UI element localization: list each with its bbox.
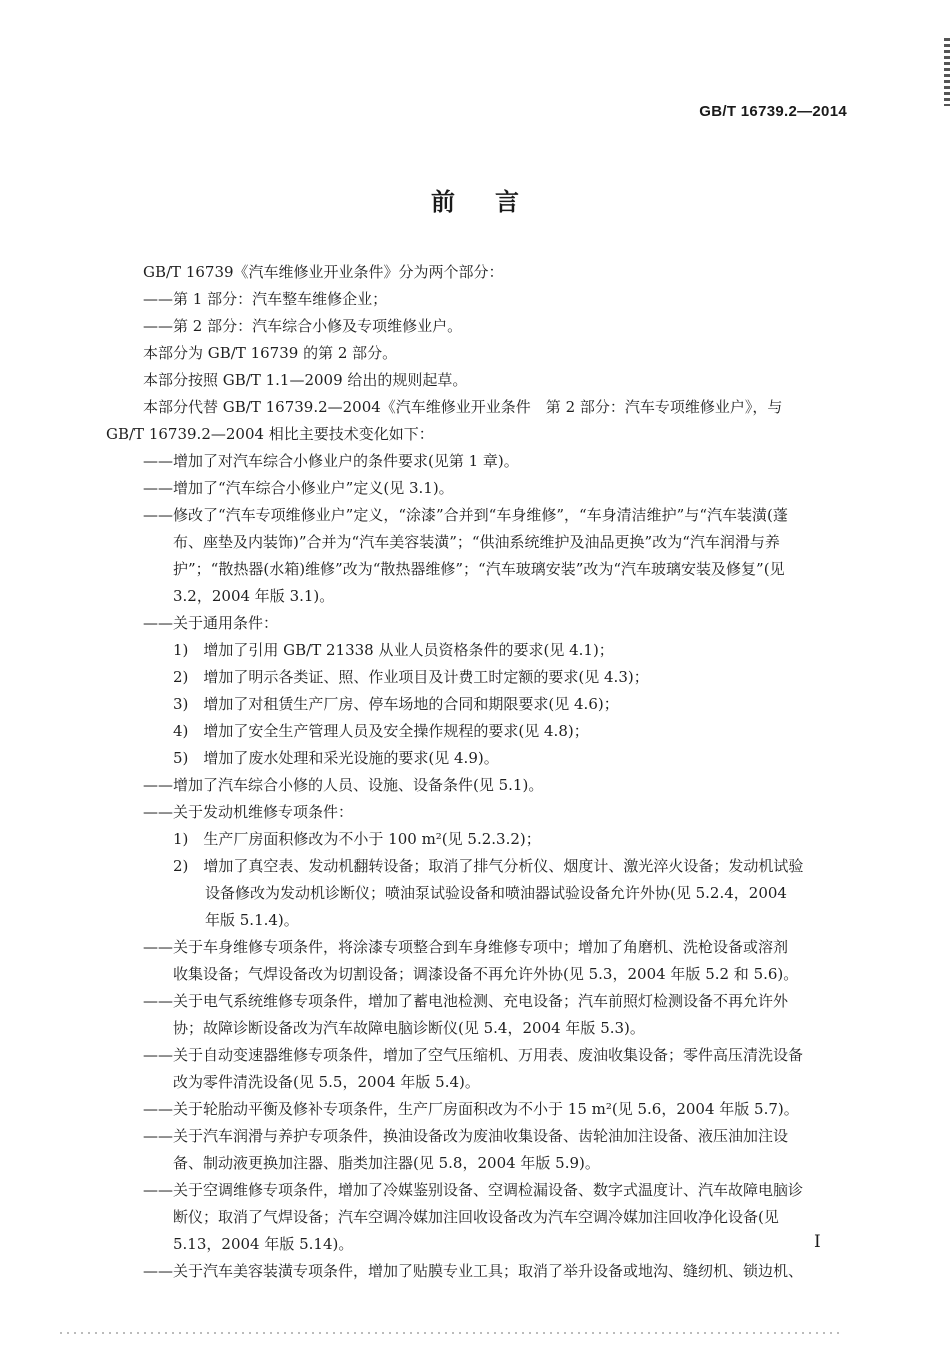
text-line: ——第 2 部分：汽车综合小修及专项维修业户。 xyxy=(143,317,463,335)
text-line: 备、制动液更换加注器、脂类加注器(见 5.8，2004 年版 5.9)。 xyxy=(173,1154,600,1172)
text-line: ——关于发动机维修专项条件： xyxy=(143,803,354,821)
text-line: ——增加了“汽车综合小修业户”定义(见 3.1)。 xyxy=(143,479,454,497)
text-line: ——增加了对汽车综合小修业户的条件要求(见第 1 章)。 xyxy=(143,452,519,470)
text-line: 本部分按照 GB/T 1.1—2009 给出的规则起草。 xyxy=(143,371,468,389)
text-line: 5.13，2004 年版 5.14)。 xyxy=(173,1235,354,1253)
text-line: 本部分为 GB/T 16739 的第 2 部分。 xyxy=(143,344,398,362)
page-number: I xyxy=(814,1232,821,1252)
text-line: 设备修改为发动机诊断仪；喷油泵试验设备和喷油器试验设备允许外协(见 5.2.4，2004 xyxy=(205,884,787,902)
text-line: ——关于电气系统维修专项条件，增加了蓄电池检测、充电设备；汽车前照灯检测设备不再允许外 xyxy=(143,992,789,1010)
text-line: 3.2，2004 年版 3.1)。 xyxy=(173,587,335,605)
text-line: ——修改了“汽车专项维修业户”定义，“涂漆”合并到“车身维修”，“车身清洁维护”与“汽车装潢(蓬 xyxy=(143,506,788,524)
text-line: 协；故障诊断设备改为汽车故障电脑诊断仪(见 5.4，2004 年版 5.3)。 xyxy=(173,1019,645,1037)
standard-code: GB/T 16739.2—2014 xyxy=(699,103,847,120)
scan-edge-dots xyxy=(60,1332,840,1334)
list-item: 5) 增加了废水处理和采光设施的要求(见 4.9)。 xyxy=(173,749,499,767)
text-line: ——关于轮胎动平衡及修补专项条件，生产厂房面积改为不小于 15 m²(见 5.6，2004 年版 5.7)。 xyxy=(143,1100,799,1118)
text-line: 护”；“散热器(水箱)维修”改为“散热器维修”；“汽车玻璃安装”改为“汽车玻璃安装及修复”(见 xyxy=(173,560,785,578)
list-item: 1) 增加了引用 GB/T 21338 从业人员资格条件的要求(见 4.1)； xyxy=(173,641,614,659)
text-line: GB/T 16739.2—2004 相比主要技术变化如下： xyxy=(106,425,434,443)
text-line: 改为零件清洗设备(见 5.5，2004 年版 5.4)。 xyxy=(173,1073,480,1091)
binding-mark xyxy=(944,38,950,106)
text-line: 收集设备；气焊设备改为切割设备；调漆设备不再允许外协(见 5.3，2004 年版 5.2 和 5.6)。 xyxy=(173,965,799,983)
text-line: ——第 1 部分：汽车整车维修企业； xyxy=(143,290,388,308)
list-item: 3) 增加了对租赁生产厂房、停车场地的合同和期限要求(见 4.6)； xyxy=(173,695,619,713)
text-line: 断仪；取消了气焊设备；汽车空调冷媒加注回收设备改为汽车空调冷媒加注回收净化设备(见 xyxy=(173,1208,779,1226)
text-line: ——增加了汽车综合小修的人员、设施、设备条件(见 5.1)。 xyxy=(143,776,544,794)
text-line: GB/T 16739《汽车维修业开业条件》分为两个部分： xyxy=(143,263,504,281)
list-item: 4) 增加了安全生产管理人员及安全操作规程的要求(见 4.8)； xyxy=(173,722,589,740)
list-item: 2) 增加了真空表、发动机翻转设备；取消了排气分析仪、烟度计、激光淬火设备；发动机试验 xyxy=(173,857,804,875)
text-line: ——关于自动变速器维修专项条件，增加了空气压缩机、万用表、废油收集设备；零件高压清洗设备 xyxy=(143,1046,804,1064)
text-line: 本部分代替 GB/T 16739.2—2004《汽车维修业开业条件 第 2 部分：汽车专项维修业户》，与 xyxy=(143,398,783,416)
text-line: ——关于空调维修专项条件，增加了冷媒鉴别设备、空调检漏设备、数字式温度计、汽车故障电脑诊 xyxy=(143,1181,804,1199)
text-line: ——关于汽车美容装潢专项条件，增加了贴膜专业工具；取消了举升设备或地沟、缝纫机、锁边机、 xyxy=(143,1262,804,1280)
text-line: 布、座垫及内装饰)”合并为“汽车美容装潢”；“供油系统维护及油品更换”改为“汽车润滑与养 xyxy=(173,533,780,551)
list-item: 2) 增加了明示各类证、照、作业项目及计费工时定额的要求(见 4.3)； xyxy=(173,668,649,686)
list-item: 1) 生产厂房面积修改为不小于 100 m²(见 5.2.3.2)； xyxy=(173,830,541,848)
text-line: ——关于通用条件： xyxy=(143,614,279,632)
page-title: 前言 xyxy=(431,188,559,216)
text-line: ——关于汽车润滑与养护专项条件，换油设备改为废油收集设备、齿轮油加注设备、液压油加注设 xyxy=(143,1127,789,1145)
text-line: ——关于车身维修专项条件，将涂漆专项整合到车身维修专项中；增加了角磨机、洗枪设备或溶剂 xyxy=(143,938,789,956)
text-line: 年版 5.1.4)。 xyxy=(205,911,299,929)
